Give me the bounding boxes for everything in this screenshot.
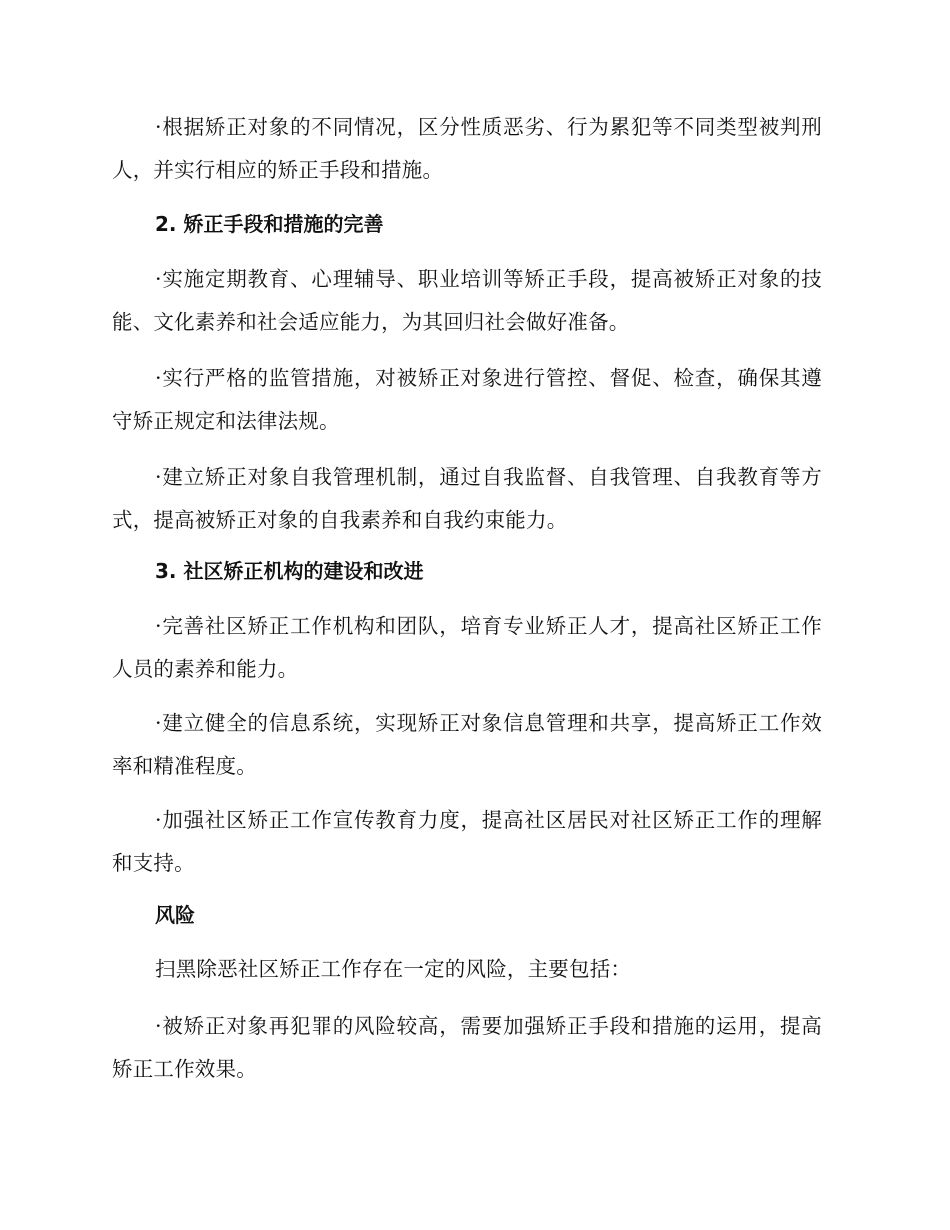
heading-section-2: 2. 矫正手段和措施的完善 bbox=[155, 212, 384, 236]
heading-risk: 风险 bbox=[155, 903, 195, 927]
paragraph-institution-team: ·完善社区矫正工作机构和团队，培育专业矫正人才，提高社区矫正工作人员的素养和能力。 bbox=[112, 614, 822, 681]
paragraph-information-system: ·建立健全的信息系统，实现矫正对象信息管理和共享，提高矫正工作效率和精准程度。 bbox=[112, 711, 822, 778]
paragraph-risk-intro: 扫黑除恶社区矫正工作存在一定的风险，主要包括： bbox=[155, 957, 632, 981]
paragraph-reoffending-risk: ·被矫正对象再犯罪的风险较高，需要加强矫正手段和措施的运用，提高矫正工作效果。 bbox=[112, 1014, 822, 1081]
heading-section-3: 3. 社区矫正机构的建设和改进 bbox=[155, 559, 424, 583]
paragraph-classification: ·根据矫正对象的不同情况，区分性质恶劣、行为累犯等不同类型被判刑人，并实行相应的矫正手段和措施。 bbox=[112, 115, 822, 182]
paragraph-publicity: ·加强社区矫正工作宣传教育力度，提高社区居民对社区矫正工作的理解和支持。 bbox=[112, 808, 822, 875]
paragraph-supervision-measures: ·实行严格的监管措施，对被矫正对象进行管控、督促、检查，确保其遵守矫正规定和法律法规。 bbox=[112, 366, 822, 433]
paragraph-education-measures: ·实施定期教育、心理辅导、职业培训等矫正手段，提高被矫正对象的技能、文化素养和社会适应能力，为其回归社会做好准备。 bbox=[112, 267, 822, 334]
paragraph-self-management: ·建立矫正对象自我管理机制，通过自我监督、自我管理、自我教育等方式，提高被矫正对象的自我素养和自我约束能力。 bbox=[112, 465, 822, 532]
